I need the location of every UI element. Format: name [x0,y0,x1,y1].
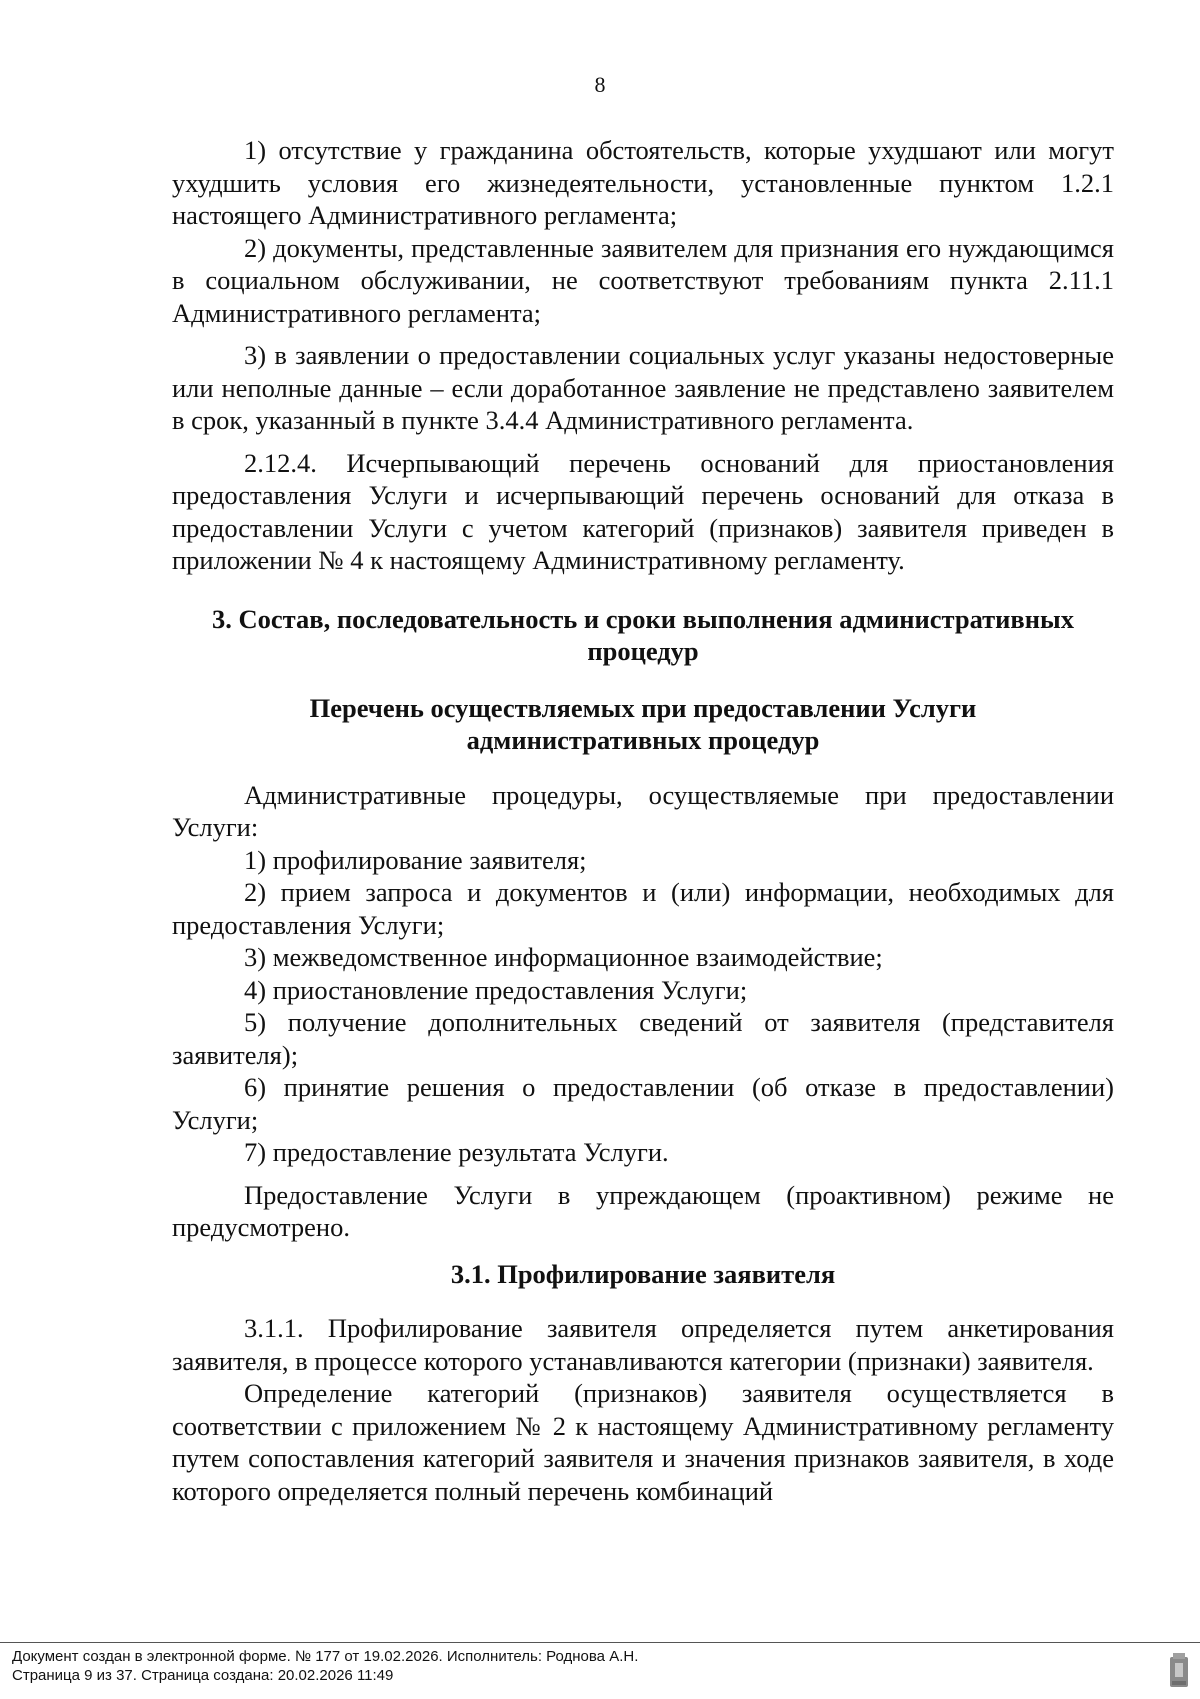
procedures-intro: Административные процедуры, осуществляемые при предоставлении Услуги: [172,779,1114,842]
procedures-list-heading [172,692,1114,757]
procedures-list-heading-line1: Перечень осуществляемых при предоставлении Услуги [309,692,977,723]
document-body [172,134,1114,1507]
footer-line-2: Страница 9 из 37. Страница создана: 20.02.2026 11:49 [12,1667,394,1684]
procedures-list-heading-line2: административных процедур [466,725,820,755]
proactive-mode-paragraph: Предоставление Услуги в упреждающем (проактивном) режиме не предусмотрено. [172,1179,1114,1242]
paragraph-item-3: 3) в заявлении о предоставлении социальных услуг указаны недостоверные или неполные данные – если доработанное заявление не представлено заявителем в срок, указанный в пункте 3.4.4 Административного регламента. [172,340,1114,435]
procedure-item: 6) принятие решения о предоставлении (об отказе в предоставлении) Услуги; [172,1072,1114,1135]
procedure-item: 2) прием запроса и документов и (или) информации, необходимых для предоставления Услуги; [172,877,1114,940]
procedure-item: 7) предоставление результата Услуги. [244,1137,669,1167]
section-3-heading-line1: 3. Состав, последовательность и сроки выполнения административных [212,603,1074,634]
document-footer [0,1642,1200,1699]
section-3-1-heading: 3.1. Профилирование заявителя [450,1258,836,1289]
paragraph-item-2: 2) документы, представленные заявителем для признания его нуждающимся в социальном обслуживании, не соответствуют требованиям пункта 2.11.1 Административного регламента; [172,232,1114,328]
procedure-item: 1) профилирование заявителя; [244,844,587,875]
section-3-heading [172,603,1114,668]
section-3-heading-line2: процедур [587,636,699,666]
paragraph-item-1: 1) отсутствие у гражданина обстоятельств, которые ухудшают или могут ухудшить условия его жизнедеятельности, установленные пунктом 1.2.1 настоящего Административного регламента; [172,135,1114,230]
paragraph-categories-definition: Определение категорий (признаков) заявителя осуществляется в соответствии с приложением № 2 к настоящему Административному регламенту путем сопоставления категорий заявителя и значения признаков заявителя, в ходе которого определяется полный перечень комбинаций [172,1378,1114,1506]
emblem-icon [1168,1651,1190,1691]
page-number: 8 [594,72,606,97]
paragraph-2-12-4: 2.12.4. Исчерпывающий перечень оснований для приостановления предоставления Услуги и исчерпывающий перечень оснований для отказа в предоставлении Услуги с учетом категорий (признаков) заявителя приведен в приложении № 4 к настоящему Административному регламенту. [172,447,1114,575]
procedure-item: 4) приостановление предоставления Услуги; [244,974,748,1005]
footer-line-1: Документ создан в электронной форме. № 177 от 19.02.2026. Исполнитель: Роднова А.Н. [12,1648,639,1665]
procedure-item: 3) межведомственное информационное взаимодействие; [244,942,883,972]
footer-text [12,1647,638,1685]
procedure-item: 5) получение дополнительных сведений от заявителя (представителя заявителя); [172,1007,1114,1070]
paragraph-3-1-1: 3.1.1. Профилирование заявителя определяется путем анкетирования заявителя, в процессе которого устанавливаются категории (признаки) заявителя. [172,1313,1114,1376]
